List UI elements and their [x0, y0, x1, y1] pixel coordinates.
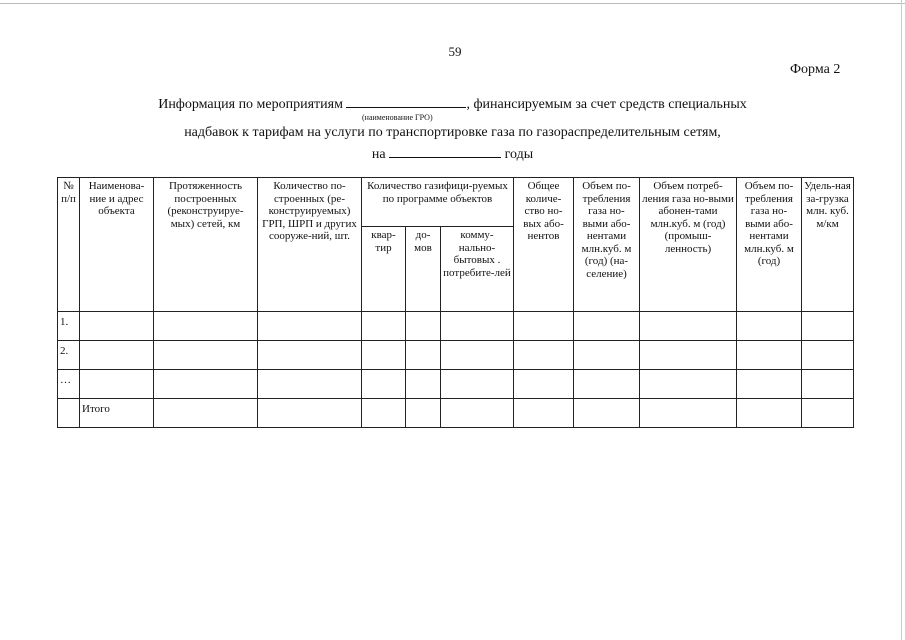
title-line-3-prefix: на: [371, 147, 386, 162]
table-cell: [574, 370, 640, 399]
header-houses: до-мов: [406, 227, 441, 312]
page-number: 59: [448, 44, 462, 59]
row-num: …: [58, 370, 80, 399]
table-cell: [574, 312, 640, 341]
table-cell: [406, 399, 441, 428]
top-border-line: [0, 3, 905, 4]
table-cell: [737, 312, 802, 341]
table-row-total: [58, 399, 854, 428]
row-name: Итого: [80, 399, 154, 428]
table-cell: [406, 370, 441, 399]
title-line-3-suffix: годы: [504, 147, 534, 162]
table-cell: [640, 341, 737, 370]
table-row: [58, 370, 854, 399]
years-blank: [389, 145, 501, 158]
row-name: [80, 312, 154, 341]
table-header-row: [58, 178, 854, 227]
row-num: 2.: [58, 341, 80, 370]
header-gasification-group: Количество газифици-руемых по программе объектов: [362, 178, 514, 227]
table-row: [58, 312, 854, 341]
table-cell: [514, 341, 574, 370]
table-cell: [258, 341, 362, 370]
title-line-2: надбавок к тарифам на услуги по транспортировке газа по газораспределительным сетям,: [184, 125, 721, 140]
gro-blank-caption: (наименование ГРО): [362, 113, 433, 122]
table-cell: [362, 312, 406, 341]
table-cell: [640, 370, 737, 399]
table-cell: [574, 341, 640, 370]
table-cell: [154, 399, 258, 428]
table-cell: [514, 399, 574, 428]
table-cell: [574, 399, 640, 428]
table-cell: [154, 312, 258, 341]
table-cell: [441, 370, 514, 399]
table-cell: [737, 341, 802, 370]
title-line-1-prefix: Информация по мероприятиям: [158, 97, 343, 112]
table-cell: [441, 399, 514, 428]
header-num: № п/п: [58, 178, 80, 312]
table-cell: [514, 312, 574, 341]
gasification-table: [57, 177, 854, 428]
table-row: [58, 341, 854, 370]
header-volume-industry: Объем потреб-ления газа но-выми абонен-тами млн.куб. м (год) (промыш-ленность): [640, 178, 737, 312]
header-volume-population: Объем по-требления газа но-выми або-нентами млн.куб. м (год) (на-селение): [574, 178, 640, 312]
title-line-1-suffix: , финансируемым за счет средств специальных: [466, 97, 747, 112]
table-cell: [737, 399, 802, 428]
table-cell: [640, 399, 737, 428]
table-cell: [441, 312, 514, 341]
table-cell: [154, 370, 258, 399]
table-cell: [362, 399, 406, 428]
title-line-3: [0, 145, 905, 163]
header-volume-total: Объем по-требления газа но-выми або-нентами млн.куб. м (год): [737, 178, 802, 312]
row-name: [80, 341, 154, 370]
table-cell: [362, 341, 406, 370]
row-name: [80, 370, 154, 399]
header-specific-load: Удель-ная за-грузка млн. куб. м/км: [802, 178, 854, 312]
table-cell: [802, 370, 854, 399]
table-cell: [406, 341, 441, 370]
table-cell: [441, 341, 514, 370]
title-line-1: [0, 95, 905, 113]
table-cell: [737, 370, 802, 399]
gro-name-blank: [346, 95, 466, 108]
table-cell: [802, 399, 854, 428]
table-cell: [640, 312, 737, 341]
header-communal: комму-нально-бытовых . потребите-лей: [441, 227, 514, 312]
header-facilities: Количество по-строенных (ре-конструируемых) ГРП, ШРП и других сооруже-ний, шт.: [258, 178, 362, 312]
table-cell: [406, 312, 441, 341]
row-num: [58, 399, 80, 428]
header-length: Протяженность построенных (реконструируе-мых) сетей, км: [154, 178, 258, 312]
table-cell: [802, 341, 854, 370]
header-total-subscribers: Общее количе-ство но-вых або-нентов: [514, 178, 574, 312]
table-cell: [258, 370, 362, 399]
table-cell: [802, 312, 854, 341]
row-num: 1.: [58, 312, 80, 341]
table-cell: [514, 370, 574, 399]
header-apartments: квар-тир: [362, 227, 406, 312]
table-cell: [258, 399, 362, 428]
form-label: Форма 2: [790, 62, 841, 77]
table-cell: [362, 370, 406, 399]
table-cell: [258, 312, 362, 341]
table-cell: [154, 341, 258, 370]
header-name: Наименова-ние и адрес объекта: [80, 178, 154, 312]
